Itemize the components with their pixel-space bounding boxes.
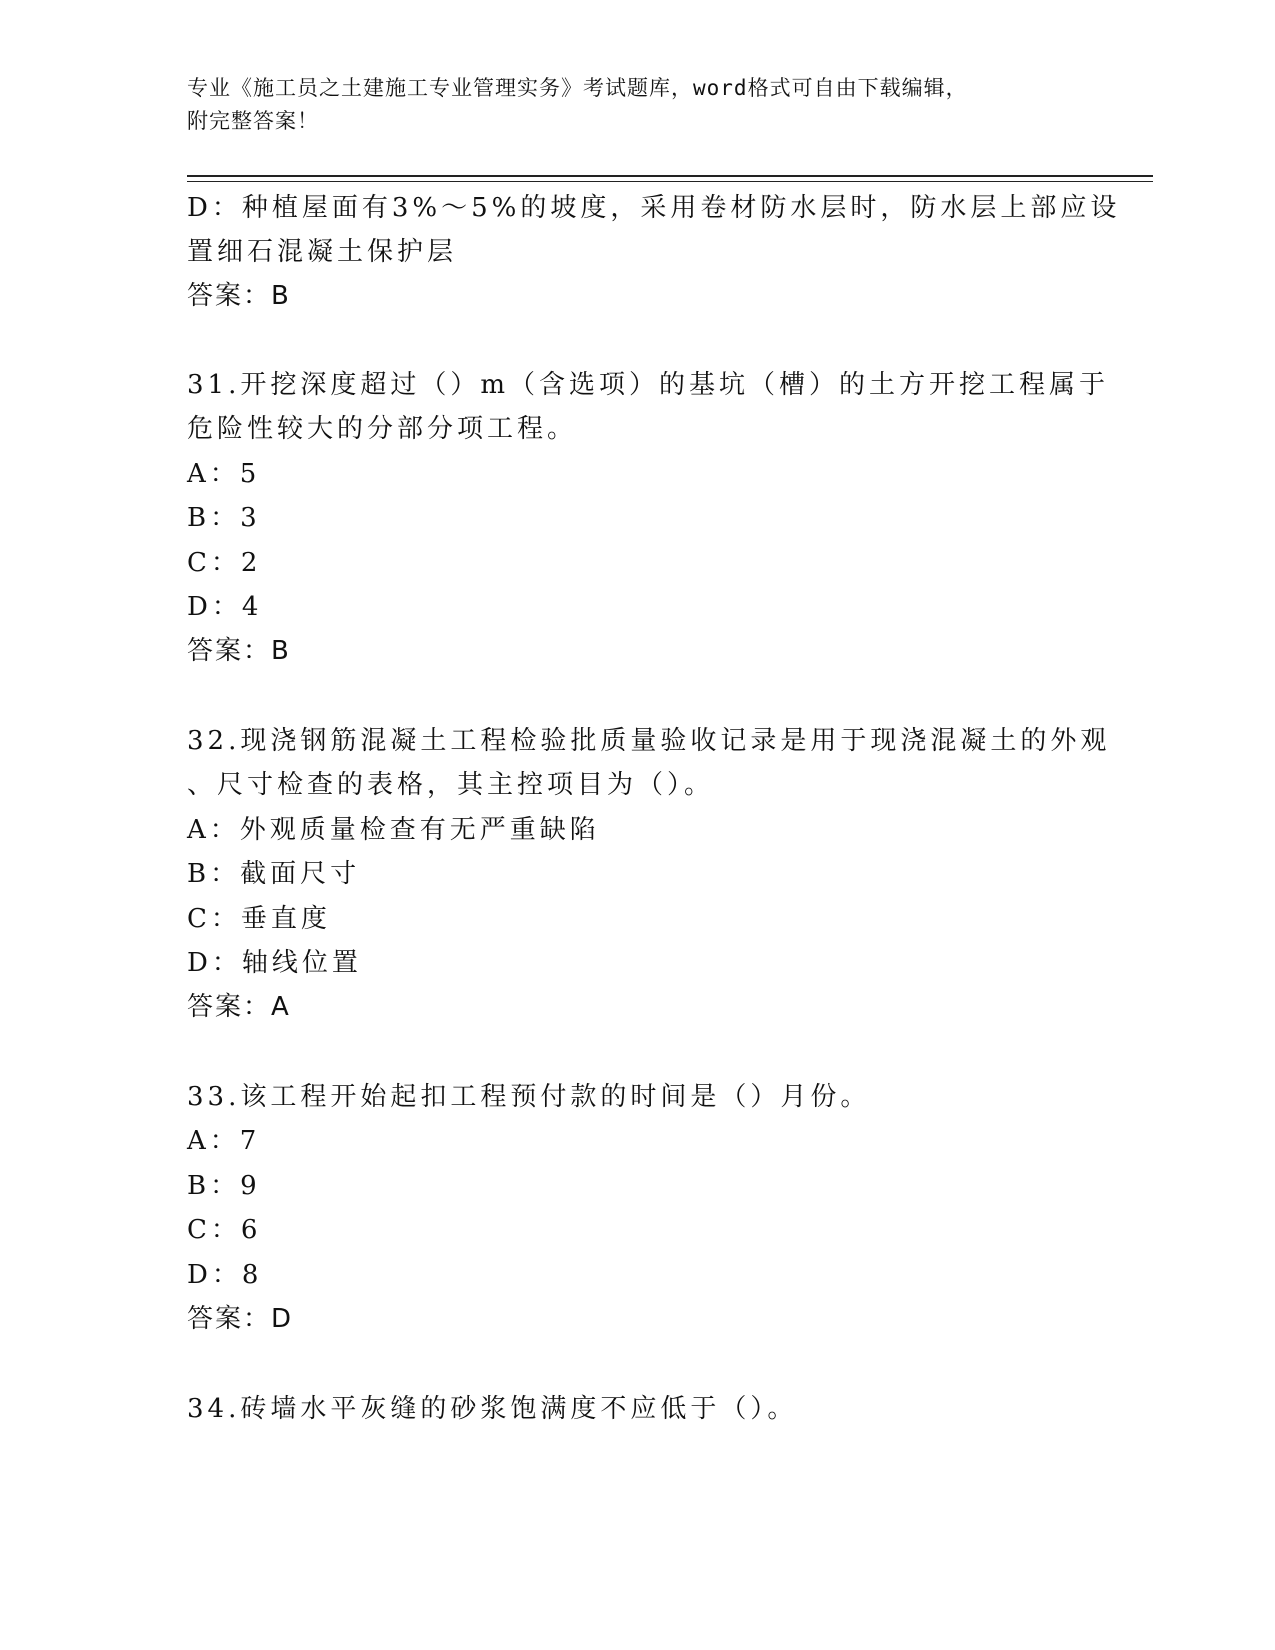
option-d-line-1: D：种植屋面有3%～5%的坡度，采用卷材防水层时，防水层上部应设 [187, 193, 1121, 223]
question-33-stem-line-1: 33.该工程开始起扣工程预付款的时间是（）月份。 [187, 1082, 871, 1112]
question-31-stem-line-1: 31.开挖深度超过（）m（含选项）的基坑（槽）的土方开挖工程属于 [187, 370, 1110, 400]
question-33-option-a: A：7 [187, 1126, 261, 1156]
question-31-stem-line-2: 危险性较大的分部分项工程。 [187, 414, 578, 444]
question-31-option-b: B：3 [187, 503, 261, 533]
option-d-line-2: 置细石混凝土保护层 [187, 237, 458, 267]
question-34-stem-line-1: 34.砖墙水平灰缝的砂浆饱满度不应低于（）。 [187, 1394, 798, 1424]
header-line-2: 附完整答案！ [187, 109, 319, 133]
header-line-1: 专业《施工员之土建施工专业管理实务》考试题库，word格式可自由下载编辑， [187, 76, 968, 100]
question-31-option-d: D：4 [187, 592, 263, 622]
question-32-option-c: C：垂直度 [187, 904, 331, 934]
question-33-option-b: B：9 [187, 1171, 261, 1201]
question-31-option-c: C：2 [187, 548, 262, 578]
question-31-option-a: A：5 [187, 459, 261, 489]
question-32-option-a: A：外观质量检查有无严重缺陷 [187, 815, 600, 845]
document-header [187, 72, 1067, 138]
header-rule-thin [187, 181, 1153, 182]
question-31-answer: 答案：B [187, 636, 291, 666]
answer-previous: 答案：B [187, 281, 291, 311]
question-32-stem-line-2: 、尺寸检查的表格，其主控项目为（）。 [187, 770, 715, 800]
question-32-option-d: D：轴线位置 [187, 948, 362, 978]
question-33-option-c: C：6 [187, 1215, 262, 1245]
question-32-answer: 答案：A [187, 992, 291, 1022]
question-33-option-d: D：8 [187, 1260, 263, 1290]
header-rule-thick [187, 175, 1153, 177]
question-33-answer: 答案：D [187, 1304, 294, 1334]
question-32-option-b: B：截面尺寸 [187, 859, 361, 889]
question-32-stem-line-1: 32.现浇钢筋混凝土工程检验批质量验收记录是用于现浇混凝土的外观 [187, 726, 1111, 756]
